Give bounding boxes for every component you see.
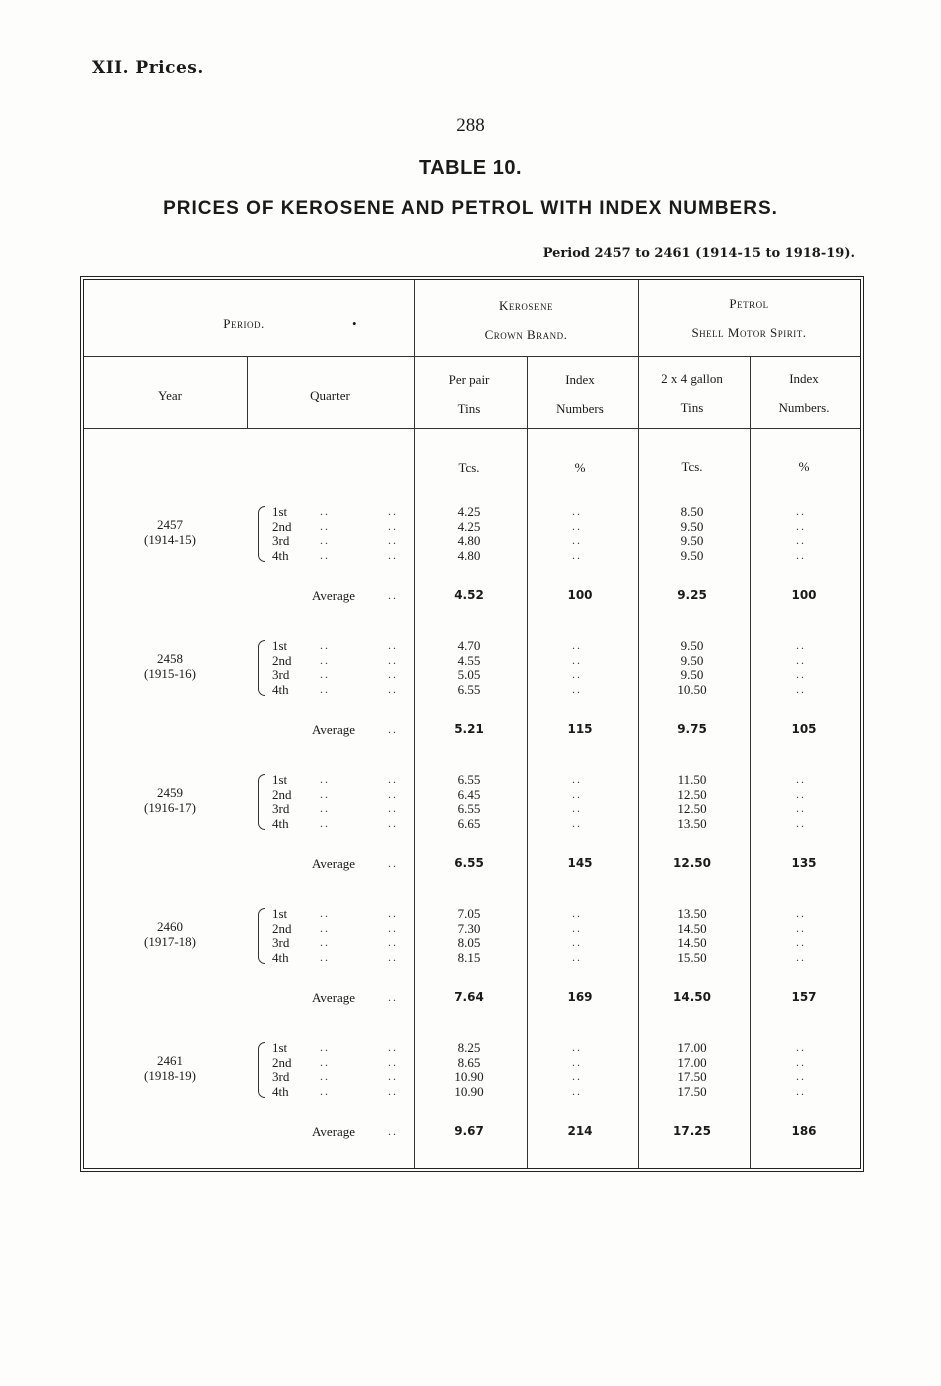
petrol-index-empty: .. [796,801,806,815]
quarter-label: 1st [272,772,288,787]
divider-kerosene-petrol [638,280,639,1168]
col-ker-index-header-2: Numbers [556,401,604,416]
petrol-price: 9.50 [680,533,704,548]
year-label: 2461 [157,1053,183,1068]
leader-dots: .. [320,772,330,786]
leader-dots: .. [388,1054,398,1069]
petrol-price: 12.50 [677,786,707,802]
petrol-price: 11.50 [677,772,707,787]
kerosene-price: 4.25 [457,518,481,534]
kerosene-index-empty: .. [572,681,582,696]
petrol-average: 12.50 [673,856,711,870]
leader-dots: .. [320,906,330,920]
quarter-label: 2nd [272,786,292,802]
petrol-index-empty: .. [796,1040,806,1054]
kerosene-index-empty: .. [572,1069,582,1083]
petrol-index-empty: .. [796,920,806,935]
col-ker-price-header-2: Tins [457,401,481,416]
kerosene-price: 8.15 [457,949,481,965]
kerosene-index-empty: .. [572,547,582,562]
quarter-label: 1st [272,1040,288,1055]
kerosene-index-empty: .. [572,652,582,667]
quarter-label: 1st [272,906,288,921]
petrol-price: 8.50 [680,504,704,519]
kerosene-average: 5.21 [454,722,484,736]
col-pet-price-header-2: Tins [680,400,704,415]
petrol-index-empty: .. [796,935,806,949]
leader-dots: .. [388,518,398,533]
petrol-average: 9.75 [677,722,707,736]
divider-ker-price-index [527,356,528,1168]
header-divider [84,356,860,357]
leader-dots: .. [320,949,330,964]
petrol-index-empty: .. [796,518,806,533]
unit-pet-price: Tcs. [681,459,703,474]
petrol-price: 15.50 [677,949,707,965]
leader-dots: .. [388,990,398,1004]
quarter-label: 4th [272,1083,289,1099]
leader-dots: .. [320,638,330,652]
petrol-index-empty: .. [796,949,806,964]
leader-dots: .. [320,681,330,696]
petrol-index-empty: .. [796,504,806,518]
divider-period-kerosene [414,280,415,1168]
quarter-label: 3rd [272,935,290,950]
table-label: TABLE 10. [418,157,523,179]
leader-dots: .. [320,786,330,801]
quarter-label: 1st [272,504,288,519]
petrol-average-index: 157 [791,990,817,1004]
petrol-average-index: 105 [791,722,817,736]
kerosene-price: 7.05 [457,906,481,921]
average-label: Average [312,856,356,871]
year-alt-label: (1915-16) [144,666,196,681]
kerosene-average-index: 214 [567,1124,593,1138]
leader-dots: .. [320,1040,330,1054]
kerosene-price: 4.70 [457,638,481,653]
leader-dots: .. [320,801,330,815]
unit-ker-index: % [574,460,586,475]
leader-dots: .. [388,588,398,602]
table-title: PRICES OF KEROSENE AND PETROL WITH INDEX NUMBERS. [163,198,778,219]
col-year-header: Year [158,388,182,403]
leader-dots: .. [388,504,398,518]
kerosene-index-empty: .. [572,949,582,964]
petrol-average: 17.25 [673,1124,711,1138]
kerosene-index-empty: .. [572,935,582,949]
year-alt-label: (1918-19) [144,1068,196,1083]
quarter-brace [258,640,265,696]
petrol-index-empty: .. [796,667,806,681]
year-label: 2460 [157,919,183,934]
kerosene-index-empty: .. [572,504,582,518]
period-note: Period 2457 to 2461 (1914-15 to 1918-19). [542,246,855,261]
leader-dots: .. [388,906,398,920]
petrol-index-empty: .. [796,772,806,786]
kerosene-index-empty: .. [572,533,582,547]
leader-dots: .. [388,949,398,964]
leader-dots: .. [388,667,398,681]
quarter-label: 3rd [272,801,290,816]
petrol-average-index: 135 [791,856,817,870]
average-label: Average [312,1124,356,1139]
petrol-index-empty: .. [796,547,806,562]
kerosene-price: 5.05 [457,667,481,682]
quarter-label: 4th [272,949,289,965]
petrol-price: 17.50 [677,1069,707,1084]
kerosene-average: 9.67 [454,1124,484,1138]
kerosene-price: 6.45 [457,786,481,802]
kerosene-average: 6.55 [454,856,484,870]
kerosene-price: 4.80 [457,533,481,548]
kerosene-average-index: 115 [567,722,593,736]
leader-dots: .. [388,1083,398,1098]
petrol-price: 9.50 [680,518,704,534]
petrol-average: 9.25 [677,588,707,602]
petrol-price: 17.00 [677,1040,707,1055]
col-pet-price-header: 2 x 4 gallon [661,371,723,386]
leader-dots: .. [388,920,398,935]
leader-dots: .. [388,772,398,786]
divider-year-quarter [247,356,248,428]
kerosene-average-index: 169 [567,990,593,1004]
quarter-label: 3rd [272,1069,290,1084]
bullet-mark: • [352,316,358,331]
petrol-price: 17.50 [677,1083,707,1099]
leader-dots: .. [320,815,330,830]
kerosene-price: 10.90 [454,1083,484,1099]
kerosene-index-empty: .. [572,638,582,652]
leader-dots: .. [388,856,398,870]
year-alt-label: (1916-17) [144,800,196,815]
kerosene-average-index: 100 [567,588,593,602]
kerosene-average: 7.64 [454,990,484,1004]
kerosene-price: 6.65 [457,815,481,831]
kerosene-index-empty: .. [572,920,582,935]
leader-dots: .. [388,1040,398,1054]
petrol-average-index: 186 [791,1124,817,1138]
petrol-price: 13.50 [677,815,707,831]
petrol-average: 14.50 [673,990,711,1004]
quarter-brace [258,1042,265,1098]
quarter-label: 4th [272,547,289,563]
kerosene-price: 6.55 [457,681,481,697]
leader-dots: .. [388,681,398,696]
col-petrol-brand: Shell Motor Spirit. [691,325,807,340]
petrol-index-empty: .. [796,652,806,667]
quarter-label: 2nd [272,920,292,936]
col-ker-index-header: Index [565,372,595,387]
quarter-label: 3rd [272,667,290,682]
petrol-price: 12.50 [677,801,707,816]
quarter-label: 1st [272,638,288,653]
kerosene-average: 4.52 [454,588,484,602]
leader-dots: .. [388,1124,398,1138]
kerosene-average-index: 145 [567,856,593,870]
unit-ker-price: Tcs. [458,460,480,475]
kerosene-index-empty: .. [572,518,582,533]
petrol-price: 9.50 [680,667,704,682]
kerosene-index-empty: .. [572,1083,582,1098]
quarter-label: 3rd [272,533,290,548]
leader-dots: .. [388,815,398,830]
price-table [80,276,864,1172]
leader-dots: .. [320,935,330,949]
quarter-label: 2nd [272,652,292,668]
kerosene-price: 4.25 [457,504,481,519]
leader-dots: .. [320,920,330,935]
leader-dots: .. [388,533,398,547]
petrol-index-empty: .. [796,1083,806,1098]
petrol-index-empty: .. [796,815,806,830]
kerosene-price: 8.25 [457,1040,481,1055]
leader-dots: .. [320,1069,330,1083]
petrol-price: 9.50 [680,638,704,653]
year-label: 2457 [157,517,183,532]
kerosene-index-empty: .. [572,815,582,830]
petrol-price: 14.50 [677,920,707,936]
quarter-brace [258,908,265,964]
leader-dots: .. [388,786,398,801]
petrol-index-empty: .. [796,533,806,547]
subheader-divider [84,428,860,429]
quarter-brace [258,774,265,830]
kerosene-price: 4.55 [457,652,481,668]
petrol-price: 9.50 [680,652,704,668]
leader-dots: .. [388,547,398,562]
year-label: 2459 [157,785,183,800]
average-label: Average [312,990,356,1005]
year-label: 2458 [157,651,183,666]
kerosene-price: 8.05 [457,935,481,950]
year-alt-label: (1917-18) [144,934,196,949]
divider-pet-price-index [750,356,751,1168]
petrol-index-empty: .. [796,1069,806,1083]
kerosene-index-empty: .. [572,667,582,681]
col-period-header: Period. [223,316,265,331]
petrol-price: 9.50 [680,547,704,563]
petrol-index-empty: .. [796,681,806,696]
col-ker-price-header: Per pair [448,372,490,387]
leader-dots: .. [388,801,398,815]
petrol-price: 10.50 [677,681,707,697]
kerosene-price: 4.80 [457,547,481,563]
leader-dots: .. [388,652,398,667]
average-label: Average [312,722,356,737]
petrol-index-empty: .. [796,1054,806,1069]
leader-dots: .. [320,518,330,533]
leader-dots: .. [320,1083,330,1098]
kerosene-price: 6.55 [457,801,481,816]
average-label: Average [312,588,356,603]
leader-dots: .. [320,667,330,681]
leader-dots: .. [320,652,330,667]
kerosene-index-empty: .. [572,786,582,801]
leader-dots: .. [388,638,398,652]
kerosene-index-empty: .. [572,801,582,815]
petrol-price: 17.00 [677,1054,707,1070]
col-petrol-header: Petrol [729,296,769,311]
leader-dots: .. [388,935,398,949]
kerosene-index-empty: .. [572,1054,582,1069]
leader-dots: .. [320,547,330,562]
leader-dots: .. [320,1054,330,1069]
kerosene-price: 7.30 [457,920,481,936]
kerosene-index-empty: .. [572,772,582,786]
col-pet-index-header-2: Numbers. [778,400,830,415]
leader-dots: .. [388,722,398,736]
col-pet-index-header: Index [789,371,819,386]
quarter-label: 2nd [272,1054,292,1070]
kerosene-price: 6.55 [457,772,481,787]
petrol-price: 14.50 [677,935,707,950]
section-heading: XII. Prices. [92,58,204,78]
petrol-price: 13.50 [677,906,707,921]
leader-dots: .. [320,533,330,547]
col-kerosene-brand: Crown Brand. [484,327,568,342]
petrol-index-empty: .. [796,786,806,801]
petrol-average-index: 100 [791,588,817,602]
petrol-index-empty: .. [796,906,806,920]
kerosene-price: 8.65 [457,1054,481,1070]
petrol-index-empty: .. [796,638,806,652]
quarter-brace [258,506,265,562]
leader-dots: .. [320,504,330,518]
unit-pet-index: % [798,459,810,474]
quarter-label: 4th [272,681,289,697]
col-kerosene-header: Kerosene [499,298,553,313]
leader-dots: .. [388,1069,398,1083]
year-alt-label: (1914-15) [144,532,196,547]
kerosene-price: 10.90 [454,1069,484,1084]
kerosene-index-empty: .. [572,906,582,920]
page-number: 288 [456,115,485,136]
quarter-label: 2nd [272,518,292,534]
col-quarter-header: Quarter [310,388,350,403]
kerosene-index-empty: .. [572,1040,582,1054]
quarter-label: 4th [272,815,289,831]
